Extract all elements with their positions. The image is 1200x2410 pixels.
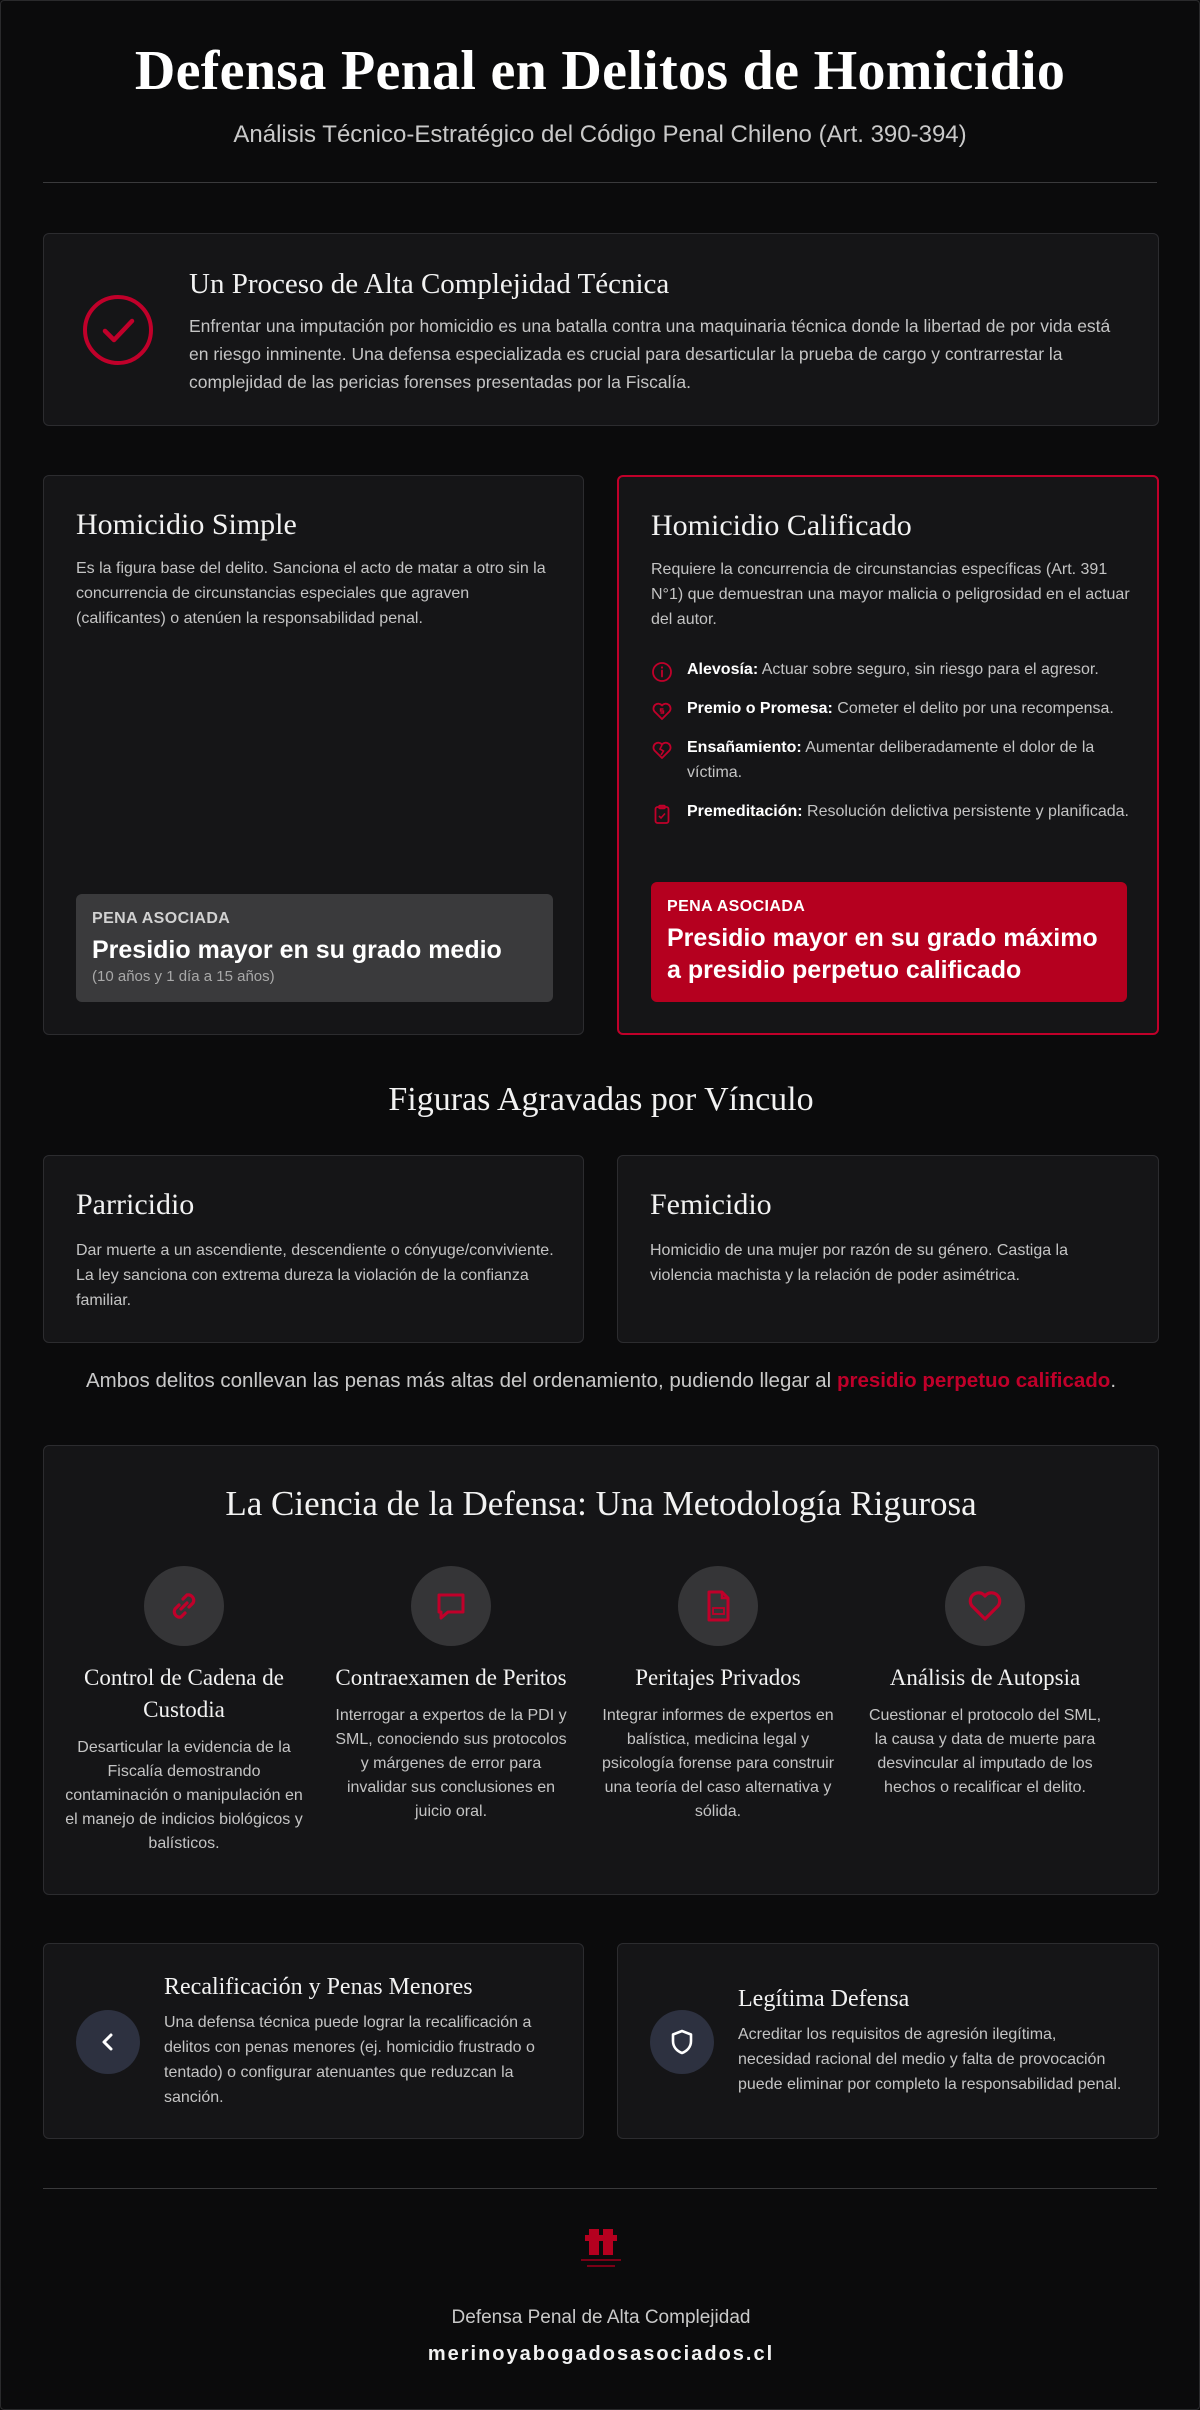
homicidio-calificado-card xyxy=(617,475,1159,1035)
metodologia-item-text: Interrogar a expertos de la PDI y SML, conociendo sus protocolos y márgenes de error para invalidar sus conclusiones en juicio oral. xyxy=(335,1707,567,1820)
footer-website-link[interactable]: merinoyabogadosasociados.cl xyxy=(427,2343,775,2365)
info-circle-icon xyxy=(651,661,673,683)
vinculo-section-title: Figuras Agravadas por Vínculo xyxy=(388,1081,814,1118)
footer-divider xyxy=(43,2188,1157,2189)
femicidio-text: Homicidio de una mujer por razón de su género. Castiga la violencia machista y la relación de poder asimétrica. xyxy=(650,1242,1069,1284)
chevron-left-icon xyxy=(93,2027,123,2057)
page-title: Defensa Penal en Delitos de Homicidio xyxy=(134,40,1066,102)
chat-bubble-icon xyxy=(431,1586,471,1626)
note-highlight: presidio perpetuo calificado xyxy=(836,1369,1111,1392)
metodologia-item xyxy=(331,1566,571,1824)
list-item xyxy=(651,657,1131,682)
parricidio-title: Parricidio xyxy=(76,1188,195,1221)
pena-note: (10 años y 1 día a 15 años) xyxy=(92,968,275,985)
vinculo-note xyxy=(1,1369,1200,1393)
homicidio-calificado-title: Homicidio Calificado xyxy=(651,509,912,542)
metodologia-item-text: Desarticular la evidencia de la Fiscalía demostrando contaminación o manipulación en el manejo de indicios biológicos y balísticos. xyxy=(65,1739,303,1852)
clipboard-icon xyxy=(651,803,673,825)
icon-circle xyxy=(411,1566,491,1646)
recalificacion-title: Recalificación y Penas Menores xyxy=(164,1974,473,2000)
icon-circle xyxy=(678,1566,758,1646)
header-divider xyxy=(43,182,1157,183)
intro-title: Un Proceso de Alta Complejidad Técnica xyxy=(189,268,670,300)
metodologia-item-title: Contraexamen de Peritos xyxy=(335,1665,567,1690)
legitima-defensa-card xyxy=(617,1943,1159,2139)
legitima-title: Legítima Defensa xyxy=(738,1986,910,2012)
metodologia-item xyxy=(865,1566,1105,1800)
recalificacion-text: Una defensa técnica puede lograr la recalificación a delitos con penas menores (ej. homicidio frustrado o tentado) o configurar atenuantes que reduzcan la sanción. xyxy=(164,2014,535,2106)
list-item xyxy=(651,799,1131,824)
intro-card xyxy=(43,233,1159,426)
check-circle-icon xyxy=(80,292,156,368)
legitima-text: Acreditar los requisitos de agresión ilegítima, necesidad racional del medio y falta de provocación puede eliminar por completo la responsabilidad penal. xyxy=(738,2026,1122,2093)
calificante-desc: Cometer el delito por una recompensa. xyxy=(832,700,1114,717)
metodologia-item-title: Análisis de Autopsia xyxy=(889,1665,1081,1690)
pena-value: Presidio mayor en su grado medio xyxy=(92,936,502,964)
page-subtitle: Análisis Técnico-Estratégico del Código Penal Chileno (Art. 390-394) xyxy=(233,121,967,148)
metodologia-item-title: Control de Cadena de Custodia xyxy=(84,1665,284,1722)
metodologia-item xyxy=(64,1566,304,1856)
icon-circle xyxy=(76,2010,140,2074)
metodologia-item-text: Cuestionar el protocolo del SML, la causa y data de muerte para desvincular al imputado de los hechos o recalificar el delito. xyxy=(868,1707,1102,1796)
homicidio-calificado-text: Requiere la concurrencia de circunstancias específicas (Art. 391 N°1) que demuestran una mayor malicia o peligrosidad en el actuar del autor. xyxy=(651,561,1130,628)
intro-text: Enfrentar una imputación por homicidio es una batalla contra una maquinaria técnica donde la libertad de por vida está en riesgo inminente. Una defensa especializada es crucial para desarticular la prueba de cargo y contrarrestar la complejidad de las pericias forenses presentadas por la Fiscalía. xyxy=(189,316,1111,392)
heart-dollar-icon xyxy=(651,700,673,722)
shield-icon xyxy=(667,2027,697,2057)
list-item xyxy=(651,735,1131,785)
broken-heart-icon xyxy=(651,739,673,761)
calificante-term: Premeditación: xyxy=(687,803,803,820)
calificante-desc: Aumentar deliberadamente el dolor de la víctima. xyxy=(687,739,1095,781)
parricidio-card xyxy=(43,1155,584,1343)
recalificacion-card xyxy=(43,1943,584,2139)
pena-label: PENA ASOCIADA xyxy=(92,910,231,927)
metodologia-item xyxy=(598,1566,838,1824)
list-item xyxy=(651,696,1131,721)
note-text: Ambos delitos conllevan las penas más altas del ordenamiento, pudiendo llegar al xyxy=(85,1369,837,1392)
calificante-desc: Resolución delictiva persistente y planificada. xyxy=(802,803,1129,820)
parricidio-text: Dar muerte a un ascendiente, descendiente o cónyuge/conviviente. La ley sanciona con extrema dureza la violación de la confianza familiar. xyxy=(76,1242,554,1309)
icon-circle xyxy=(945,1566,1025,1646)
firm-logo-icon xyxy=(567,2225,635,2277)
heart-icon xyxy=(965,1586,1005,1626)
calificante-desc: Actuar sobre seguro, sin riesgo para el agresor. xyxy=(758,661,1099,678)
metodologia-card xyxy=(43,1445,1159,1895)
pena-box-calificado xyxy=(651,882,1127,1002)
homicidio-simple-card xyxy=(43,475,584,1035)
header xyxy=(1,1,1199,149)
calificante-term: Ensañamiento: xyxy=(687,739,802,756)
calificante-term: Premio o Promesa: xyxy=(687,700,833,717)
document-icon xyxy=(698,1586,738,1626)
metodologia-item-text: Integrar informes de expertos en balística, medicina legal y psicología forense para construir una teoría del caso alternativa y sólida. xyxy=(601,1707,835,1820)
note-end: . xyxy=(1110,1369,1117,1392)
footer-tagline: Defensa Penal de Alta Complejidad xyxy=(451,2307,751,2328)
metodologia-item-title: Peritajes Privados xyxy=(635,1665,801,1690)
femicidio-card xyxy=(617,1155,1159,1343)
femicidio-title: Femicidio xyxy=(650,1188,772,1221)
homicidio-simple-text: Es la figura base del delito. Sanciona el acto de matar a otro sin la concurrencia de circunstancias especiales que agraven (calificantes) o atenúen la responsabilidad penal. xyxy=(76,560,546,627)
link-icon xyxy=(164,1586,204,1626)
pena-value: Presidio mayor en su grado máximo a presidio perpetuo calificado xyxy=(667,924,1098,984)
calificante-term: Alevosía: xyxy=(687,661,759,678)
pena-label: PENA ASOCIADA xyxy=(667,898,806,915)
metodologia-title: La Ciencia de la Defensa: Una Metodología Rigurosa xyxy=(225,1484,977,1523)
homicidio-simple-title: Homicidio Simple xyxy=(76,508,297,541)
calificantes-list xyxy=(651,657,1131,838)
pena-box-simple xyxy=(76,894,553,1002)
icon-circle xyxy=(144,1566,224,1646)
icon-circle xyxy=(650,2010,714,2074)
